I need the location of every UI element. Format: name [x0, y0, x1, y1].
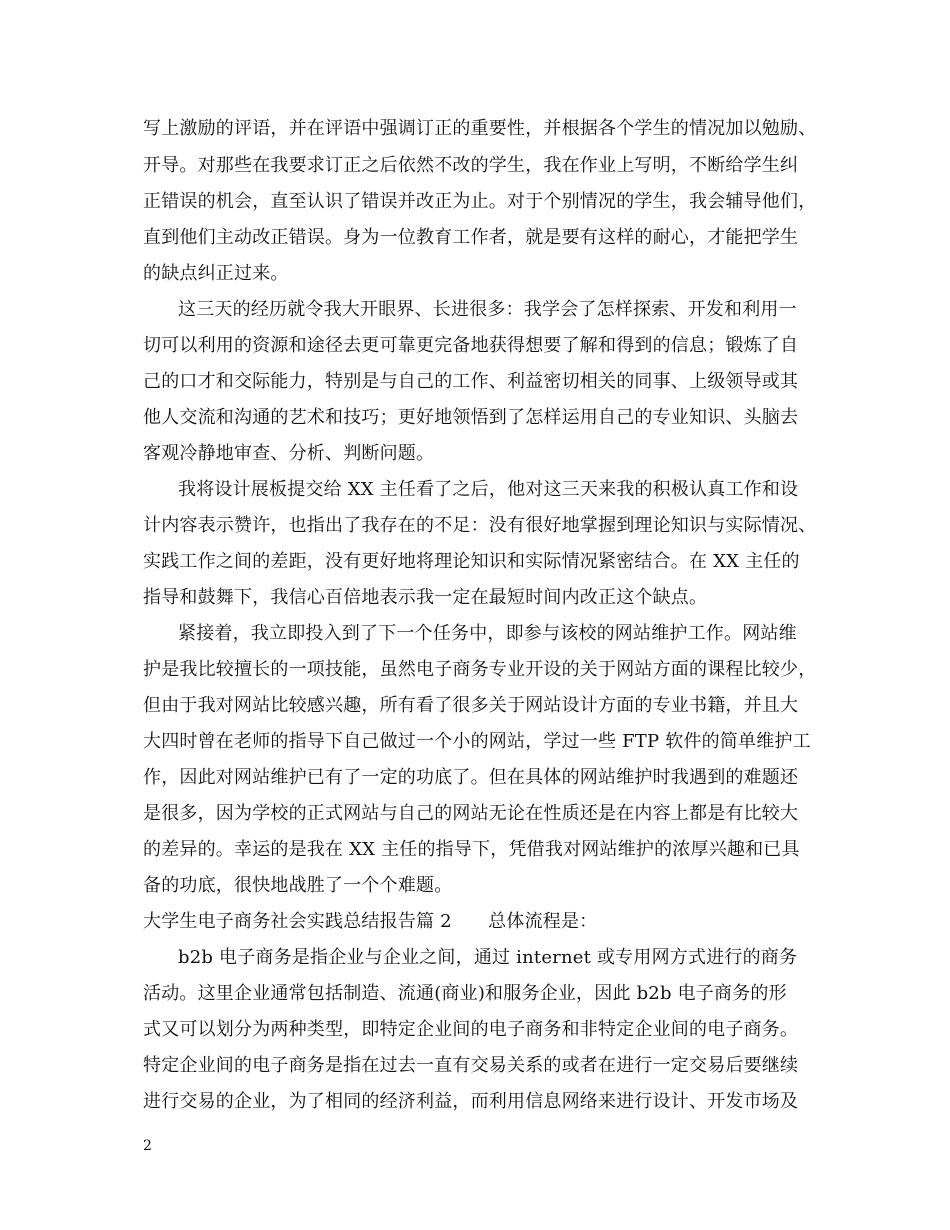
text-line: 护是我比较擅长的一项技能，虽然电子商务专业开设的关于网站方面的课程比较少， [143, 659, 817, 680]
text-line: 进行交易的企业，为了相同的经济利益，而利用信息网络来进行设计、开发市场及 [143, 1091, 799, 1112]
text-line: 切可以利用的资源和途径去更可靠更完备地获得想要了解和得到的信息；锻炼了自 [143, 335, 799, 356]
text-line: 客观冷静地审查、分析、判断问题。 [143, 443, 435, 464]
text-line: 他人交流和沟通的艺术和技巧；更好地领悟到了怎样运用自己的专业知识、头脑去 [143, 407, 799, 428]
paragraph-start-line: 这三天的经历就令我大开眼界、长进很多：我学会了怎样探索、开发和利用一 [178, 299, 797, 320]
text-line: 写上激励的评语，并在评语中强调订正的重要性，并根据各个学生的情况加以勉励、 [143, 118, 817, 139]
text-line: 作，因此对网站维护已有了一定的功底了。但在具体的网站维护时我遇到的难题还 [143, 767, 799, 788]
text-line: 是很多，因为学校的正式网站与自己的网站无论在性质还是在内容上都是有比较大 [143, 803, 799, 824]
text-line: 式又可以划分为两种类型，即特定企业间的电子商务和非特定企业间的电子商务。 [143, 1019, 799, 1040]
text-line: 的缺点纠正过来。 [143, 263, 289, 284]
paragraph-start-line: 我将设计展板提交给 XX 主任看了之后，他对这三天来我的积极认真工作和设 [178, 479, 799, 500]
text-line: 大四时曾在老师的指导下自己做过一个小的网站，学过一些 FTP 软件的简单维护工 [143, 731, 811, 752]
text-line: 活动。这里企业通常包括制造、流通(商业)和服务企业，因此 b2b 电子商务的形 [143, 983, 787, 1004]
text-line: 直到他们主动改正错误。身为一位教育工作者，就是要有这样的耐心，才能把学生 [143, 227, 799, 248]
text-line: 特定企业间的电子商务是指在过去一直有交易关系的或者在进行一定交易后要继续 [143, 1055, 799, 1076]
page-number: 2 [143, 1138, 152, 1154]
section-heading-line: 大学生电子商务社会实践总结报告篇 2 总体流程是： [143, 911, 598, 932]
text-line: 但由于我对网站比较感兴趣，所有看了很多关于网站设计方面的专业书籍，并且大 [143, 695, 799, 716]
text-line: 备的功底，很快地战胜了一个个难题。 [143, 875, 453, 896]
text-line: 的差异的。幸运的是我在 XX 主任的指导下，凭借我对网站维护的浓厚兴趣和已具 [143, 839, 800, 860]
paragraph-start-line: 紧接着，我立即投入到了下一个任务中，即参与该校的网站维护工作。网站维 [178, 623, 797, 644]
text-line: 己的口才和交际能力，特别是与自己的工作、利益密切相关的同事、上级领导或其 [143, 371, 799, 392]
text-line: 开导。对那些在我要求订正之后依然不改的学生，我在作业上写明，不断给学生纠 [143, 155, 799, 176]
text-line: 正错误的机会，直至认识了错误并改正为止。对于个别情况的学生，我会辅导他们， [143, 191, 817, 212]
text-line: 指导和鼓舞下，我信心百倍地表示我一定在最短时间内改正这个缺点。 [143, 587, 708, 608]
paragraph-start-line: b2b 电子商务是指企业与企业之间，通过 internet 或专用网方式进行的商务 [178, 947, 798, 968]
text-line: 计内容表示赞许，也指出了我存在的不足：没有很好地掌握到理论知识与实际情况、 [143, 515, 817, 536]
text-line: 实践工作之间的差距，没有更好地将理论知识和实际情况紧密结合。在 XX 主任的 [143, 551, 800, 572]
